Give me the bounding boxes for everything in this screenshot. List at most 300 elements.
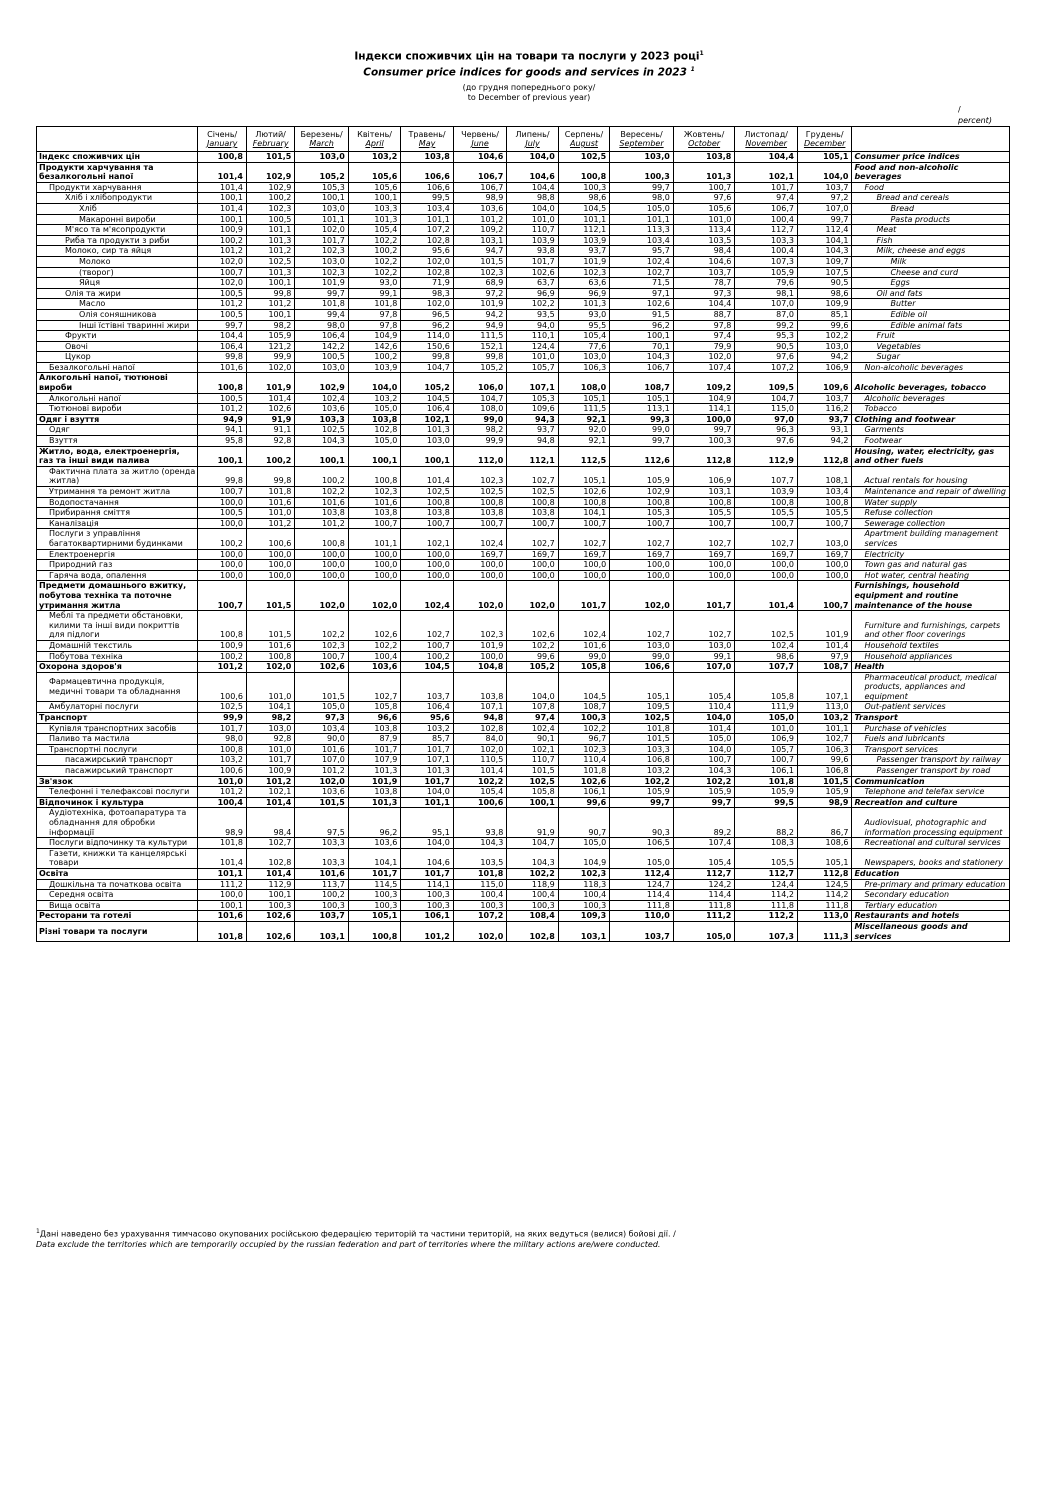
value-cell: 102,7 bbox=[558, 529, 609, 549]
value-cell: 97,8 bbox=[348, 320, 400, 331]
value-cell: 115,0 bbox=[453, 879, 506, 890]
value-cell: 106,6 bbox=[610, 662, 674, 673]
value-cell: 105,0 bbox=[735, 713, 798, 724]
value-cell: 63,7 bbox=[507, 278, 558, 289]
value-cell: 102,2 bbox=[348, 235, 400, 246]
value-cell: 124,7 bbox=[610, 879, 674, 890]
value-cell: 104,5 bbox=[558, 203, 609, 214]
value-cell: 100,8 bbox=[198, 744, 246, 755]
table-row bbox=[37, 331, 1010, 342]
value-cell: 97,0 bbox=[735, 414, 798, 425]
value-cell: 103,8 bbox=[401, 508, 453, 519]
value-cell: 95,6 bbox=[401, 713, 453, 724]
row-label-ua: Фармацевтична продукція, медичні товари та обладнання bbox=[37, 672, 198, 702]
value-cell: 114,1 bbox=[401, 879, 453, 890]
value-cell: 107,0 bbox=[295, 755, 348, 766]
value-cell: 102,9 bbox=[246, 162, 294, 182]
row-label-en: Consumer price indices bbox=[852, 152, 1010, 163]
value-cell: 103,0 bbox=[295, 256, 348, 267]
value-cell: 102,4 bbox=[610, 256, 674, 267]
row-label-en: Maintenance and repair of dwelling bbox=[852, 487, 1010, 498]
row-label-en: Passenger transport by railway bbox=[852, 755, 1010, 766]
value-cell: 100,8 bbox=[348, 466, 400, 486]
value-cell: 100,8 bbox=[401, 497, 453, 508]
table-row bbox=[37, 787, 1010, 798]
row-label-en: Pharmaceutical product, medical products, appliances and equipment bbox=[852, 672, 1010, 702]
row-label-en: Electricity bbox=[852, 549, 1010, 560]
value-cell: 105,5 bbox=[797, 508, 852, 519]
value-cell: 103,2 bbox=[610, 766, 674, 777]
value-cell: 169,7 bbox=[797, 549, 852, 560]
value-cell: 106,0 bbox=[453, 373, 506, 393]
value-cell: 101,5 bbox=[507, 766, 558, 777]
value-cell: 102,7 bbox=[610, 529, 674, 549]
value-cell: 104,6 bbox=[401, 848, 453, 868]
value-cell: 100,0 bbox=[401, 549, 453, 560]
value-cell: 97,5 bbox=[295, 808, 348, 838]
value-cell: 99,9 bbox=[246, 352, 294, 363]
value-cell: 99,8 bbox=[453, 352, 506, 363]
value-cell: 98,6 bbox=[558, 193, 609, 204]
value-cell: 101,0 bbox=[198, 776, 246, 787]
value-cell: 101,7 bbox=[198, 723, 246, 734]
row-label-ua: Овочі bbox=[37, 341, 198, 352]
value-cell: 112,1 bbox=[507, 446, 558, 466]
value-cell: 103,6 bbox=[295, 404, 348, 415]
value-cell: 104,4 bbox=[198, 331, 246, 342]
value-cell: 102,3 bbox=[558, 267, 609, 278]
value-cell: 102,6 bbox=[558, 487, 609, 498]
value-cell: 99,5 bbox=[735, 797, 798, 808]
value-cell: 102,0 bbox=[295, 581, 348, 611]
value-cell: 101,1 bbox=[246, 225, 294, 236]
value-cell: 94,2 bbox=[797, 436, 852, 447]
row-label-ua: Вища освіта bbox=[37, 900, 198, 911]
row-label-ua: Одяг і взуття bbox=[37, 414, 198, 425]
row-label-ua: Дошкільна та початкова освіта bbox=[37, 879, 198, 890]
value-cell: 102,5 bbox=[735, 611, 798, 641]
value-cell: 100,1 bbox=[348, 193, 400, 204]
value-cell: 169,7 bbox=[673, 549, 735, 560]
value-cell: 104,4 bbox=[673, 299, 735, 310]
row-label-en: Town gas and natural gas bbox=[852, 560, 1010, 571]
value-cell: 109,2 bbox=[673, 373, 735, 393]
value-cell: 104,0 bbox=[507, 152, 558, 163]
value-cell: 93,7 bbox=[558, 246, 609, 257]
month-header: Лютий/ February bbox=[246, 127, 294, 152]
row-label-ua: Олія та жири bbox=[37, 288, 198, 299]
value-cell: 101,8 bbox=[295, 299, 348, 310]
row-label-ua: Каналізація bbox=[37, 518, 198, 529]
value-cell: 124,4 bbox=[735, 879, 798, 890]
value-cell: 103,8 bbox=[401, 152, 453, 163]
value-cell: 105,1 bbox=[610, 672, 674, 702]
value-cell: 102,6 bbox=[610, 299, 674, 310]
row-label-en: Tobacco bbox=[852, 404, 1010, 415]
value-cell: 106,4 bbox=[295, 331, 348, 342]
value-cell: 102,3 bbox=[453, 466, 506, 486]
value-cell: 111,9 bbox=[735, 702, 798, 713]
value-cell: 100,7 bbox=[610, 518, 674, 529]
value-cell: 105,0 bbox=[673, 734, 735, 745]
value-cell: 100,4 bbox=[198, 797, 246, 808]
value-cell: 96,9 bbox=[507, 288, 558, 299]
value-cell: 100,0 bbox=[797, 570, 852, 581]
value-cell: 101,0 bbox=[246, 744, 294, 755]
value-cell: 107,2 bbox=[401, 225, 453, 236]
value-cell: 101,2 bbox=[453, 214, 506, 225]
value-cell: 100,2 bbox=[198, 651, 246, 662]
value-cell: 96,7 bbox=[558, 734, 609, 745]
value-cell: 98,9 bbox=[797, 797, 852, 808]
value-cell: 78,7 bbox=[673, 278, 735, 289]
value-cell: 102,2 bbox=[507, 640, 558, 651]
value-cell: 102,6 bbox=[507, 267, 558, 278]
value-cell: 100,4 bbox=[348, 651, 400, 662]
value-cell: 100,8 bbox=[673, 497, 735, 508]
row-label-en: Garments bbox=[852, 425, 1010, 436]
table-row bbox=[37, 246, 1010, 257]
footnote-en: Data exclude the territories which are temporarily occupied by the russian federation and part of territories where the military actions are/were conducted. bbox=[36, 1240, 661, 1249]
value-cell: 100,3 bbox=[401, 900, 453, 911]
value-cell: 150,6 bbox=[401, 341, 453, 352]
value-cell: 103,6 bbox=[348, 838, 400, 849]
value-cell: 102,5 bbox=[610, 713, 674, 724]
value-cell: 112,9 bbox=[246, 879, 294, 890]
value-cell: 101,2 bbox=[198, 299, 246, 310]
value-cell: 99,0 bbox=[610, 425, 674, 436]
value-cell: 104,5 bbox=[558, 672, 609, 702]
row-label-ua: Інші їстівні тваринні жири bbox=[37, 320, 198, 331]
value-cell: 100,7 bbox=[348, 518, 400, 529]
value-cell: 100,4 bbox=[558, 890, 609, 901]
value-cell: 102,2 bbox=[348, 256, 400, 267]
value-cell: 101,6 bbox=[198, 911, 246, 922]
month-header: Листопад/ November bbox=[735, 127, 798, 152]
value-cell: 97,8 bbox=[348, 309, 400, 320]
value-cell: 100,7 bbox=[797, 581, 852, 611]
value-cell: 106,9 bbox=[673, 466, 735, 486]
value-cell: 98,6 bbox=[797, 288, 852, 299]
value-cell: 103,9 bbox=[507, 235, 558, 246]
value-cell: 100,8 bbox=[246, 651, 294, 662]
row-label-ua: Гаряча вода, опалення bbox=[37, 570, 198, 581]
value-cell: 98,2 bbox=[246, 713, 294, 724]
value-cell: 111,2 bbox=[198, 879, 246, 890]
table-row bbox=[37, 518, 1010, 529]
value-cell: 101,7 bbox=[401, 868, 453, 879]
row-label-ua: (творог) bbox=[37, 267, 198, 278]
value-cell: 103,9 bbox=[558, 235, 609, 246]
value-cell: 103,3 bbox=[735, 235, 798, 246]
value-cell: 87,9 bbox=[348, 734, 400, 745]
value-cell: 100,3 bbox=[246, 900, 294, 911]
value-cell: 109,5 bbox=[610, 702, 674, 713]
row-label-en: Bread bbox=[852, 203, 1010, 214]
value-cell: 102,7 bbox=[673, 529, 735, 549]
value-cell: 104,7 bbox=[453, 393, 506, 404]
month-header: Серпень/ August bbox=[558, 127, 609, 152]
value-cell: 85,1 bbox=[797, 309, 852, 320]
value-cell: 111,2 bbox=[673, 911, 735, 922]
value-cell: 101,1 bbox=[610, 214, 674, 225]
value-cell: 99,7 bbox=[610, 182, 674, 193]
row-label-en: Recreation and culture bbox=[852, 797, 1010, 808]
value-cell: 101,4 bbox=[453, 766, 506, 777]
value-cell: 107,4 bbox=[673, 362, 735, 373]
table-row bbox=[37, 487, 1010, 498]
value-cell: 105,6 bbox=[348, 162, 400, 182]
value-cell: 99,8 bbox=[401, 352, 453, 363]
value-cell: 102,2 bbox=[558, 723, 609, 734]
value-cell: 101,2 bbox=[295, 518, 348, 529]
value-cell: 103,3 bbox=[295, 414, 348, 425]
value-cell: 113,7 bbox=[295, 879, 348, 890]
value-cell: 95,6 bbox=[401, 246, 453, 257]
value-cell: 106,8 bbox=[610, 755, 674, 766]
table-row bbox=[37, 651, 1010, 662]
value-cell: 101,7 bbox=[507, 256, 558, 267]
value-cell: 111,8 bbox=[735, 900, 798, 911]
row-label-ua: Електроенергія bbox=[37, 549, 198, 560]
header-row bbox=[37, 127, 1010, 152]
month-header: Червень/ June bbox=[453, 127, 506, 152]
value-cell: 142,6 bbox=[348, 341, 400, 352]
value-cell: 103,4 bbox=[797, 487, 852, 498]
value-cell: 100,7 bbox=[558, 518, 609, 529]
row-label-en: Tertiary education bbox=[852, 900, 1010, 911]
value-cell: 100,0 bbox=[246, 570, 294, 581]
value-cell: 100,3 bbox=[401, 890, 453, 901]
value-cell: 101,5 bbox=[610, 734, 674, 745]
value-cell: 100,8 bbox=[558, 162, 609, 182]
value-cell: 102,2 bbox=[453, 776, 506, 787]
table-row bbox=[37, 570, 1010, 581]
value-cell: 105,9 bbox=[673, 787, 735, 798]
value-cell: 103,8 bbox=[348, 787, 400, 798]
value-cell: 100,1 bbox=[246, 309, 294, 320]
value-cell: 100,2 bbox=[348, 246, 400, 257]
value-cell: 101,7 bbox=[246, 755, 294, 766]
value-cell: 96,3 bbox=[735, 425, 798, 436]
value-cell: 93,0 bbox=[558, 309, 609, 320]
value-cell: 106,6 bbox=[401, 182, 453, 193]
value-cell: 101,2 bbox=[198, 662, 246, 673]
value-cell: 100,0 bbox=[507, 570, 558, 581]
value-cell: 169,7 bbox=[558, 549, 609, 560]
value-cell: 100,0 bbox=[673, 570, 735, 581]
value-cell: 101,3 bbox=[246, 235, 294, 246]
value-cell: 101,5 bbox=[246, 611, 294, 641]
value-cell: 95,5 bbox=[558, 320, 609, 331]
value-cell: 100,3 bbox=[610, 162, 674, 182]
value-cell: 105,4 bbox=[673, 848, 735, 868]
value-cell: 98,8 bbox=[507, 193, 558, 204]
value-cell: 100,0 bbox=[453, 560, 506, 571]
value-cell: 101,9 bbox=[558, 256, 609, 267]
month-header: Квітень/ April bbox=[348, 127, 400, 152]
value-cell: 103,5 bbox=[673, 235, 735, 246]
value-cell: 79,6 bbox=[735, 278, 798, 289]
value-cell: 102,2 bbox=[295, 487, 348, 498]
row-label-en: Miscellaneous goods and services bbox=[852, 921, 1010, 941]
value-cell: 94,1 bbox=[198, 425, 246, 436]
value-cell: 101,1 bbox=[401, 797, 453, 808]
value-cell: 105,2 bbox=[401, 373, 453, 393]
value-cell: 100,0 bbox=[198, 570, 246, 581]
row-label-en: Hot water, central heating bbox=[852, 570, 1010, 581]
row-label-en: Secondary education bbox=[852, 890, 1010, 901]
value-cell: 104,7 bbox=[507, 838, 558, 849]
row-label-ua: Продукти харчування bbox=[37, 182, 198, 193]
value-cell: 100,6 bbox=[453, 797, 506, 808]
value-cell: 101,4 bbox=[401, 466, 453, 486]
value-cell: 105,8 bbox=[735, 672, 798, 702]
value-cell: 101,8 bbox=[246, 487, 294, 498]
row-label-ua: Макаронні вироби bbox=[37, 214, 198, 225]
value-cell: 105,6 bbox=[673, 203, 735, 214]
value-cell: 101,2 bbox=[198, 246, 246, 257]
value-cell: 110,7 bbox=[507, 225, 558, 236]
value-cell: 98,0 bbox=[295, 320, 348, 331]
value-cell: 102,6 bbox=[246, 921, 294, 941]
value-cell: 104,0 bbox=[401, 787, 453, 798]
value-cell: 103,1 bbox=[295, 921, 348, 941]
value-cell: 105,9 bbox=[610, 466, 674, 486]
row-label-ua: Фактична плата за житло (оренда житла) bbox=[37, 466, 198, 486]
value-cell: 104,5 bbox=[401, 662, 453, 673]
row-label-ua: Хліб bbox=[37, 203, 198, 214]
value-cell: 101,0 bbox=[735, 723, 798, 734]
value-cell: 108,7 bbox=[558, 702, 609, 713]
value-cell: 105,0 bbox=[673, 921, 735, 941]
value-cell: 100,3 bbox=[295, 900, 348, 911]
table-row bbox=[37, 152, 1010, 163]
value-cell: 100,8 bbox=[797, 497, 852, 508]
value-cell: 109,6 bbox=[507, 404, 558, 415]
value-cell: 102,0 bbox=[453, 581, 506, 611]
month-header: Січень/ January bbox=[198, 127, 246, 152]
value-cell: 100,3 bbox=[348, 900, 400, 911]
value-cell: 101,3 bbox=[246, 267, 294, 278]
value-cell: 101,5 bbox=[453, 256, 506, 267]
row-label-en: Non-alcoholic beverages bbox=[852, 362, 1010, 373]
month-header: Грудень/ December bbox=[797, 127, 852, 152]
value-cell: 104,0 bbox=[401, 838, 453, 849]
value-cell: 101,7 bbox=[735, 182, 798, 193]
value-cell: 102,0 bbox=[295, 776, 348, 787]
value-cell: 100,4 bbox=[507, 890, 558, 901]
row-label-en: Sugar bbox=[852, 352, 1010, 363]
row-label-en: Sewerage collection bbox=[852, 518, 1010, 529]
table-row bbox=[37, 640, 1010, 651]
table-row bbox=[37, 309, 1010, 320]
value-cell: 100,2 bbox=[295, 466, 348, 486]
value-cell: 104,5 bbox=[401, 393, 453, 404]
value-cell: 102,7 bbox=[348, 672, 400, 702]
value-cell: 99,7 bbox=[295, 288, 348, 299]
value-cell: 102,5 bbox=[246, 256, 294, 267]
title-ua: Індекси споживчих цін на товари та послуги у 2023 році$^1$ bbox=[354, 50, 704, 63]
value-cell: 124,2 bbox=[673, 879, 735, 890]
value-cell: 114,5 bbox=[348, 879, 400, 890]
value-cell: 102,6 bbox=[246, 911, 294, 922]
value-cell: 100,0 bbox=[558, 570, 609, 581]
value-cell: 102,9 bbox=[295, 373, 348, 393]
row-label-ua: М'ясо та м'ясопродукти bbox=[37, 225, 198, 236]
value-cell: 99,7 bbox=[673, 425, 735, 436]
value-cell: 100,0 bbox=[198, 560, 246, 571]
value-cell: 121,2 bbox=[246, 341, 294, 352]
value-cell: 99,7 bbox=[610, 797, 674, 808]
table-row bbox=[37, 320, 1010, 331]
value-cell: 108,0 bbox=[558, 373, 609, 393]
value-cell: 107,8 bbox=[507, 702, 558, 713]
value-cell: 102,7 bbox=[610, 267, 674, 278]
value-cell: 92,0 bbox=[558, 425, 609, 436]
value-cell: 104,9 bbox=[558, 848, 609, 868]
value-cell: 105,4 bbox=[558, 331, 609, 342]
value-cell: 102,3 bbox=[558, 868, 609, 879]
value-cell: 103,3 bbox=[295, 838, 348, 849]
value-cell: 88,7 bbox=[673, 309, 735, 320]
value-cell: 100,0 bbox=[558, 560, 609, 571]
value-cell: 105,1 bbox=[797, 848, 852, 868]
value-cell: 114,4 bbox=[610, 890, 674, 901]
row-label-en: Passenger transport by road bbox=[852, 766, 1010, 777]
value-cell: 95,8 bbox=[198, 436, 246, 447]
value-cell: 103,7 bbox=[401, 672, 453, 702]
row-label-ua: Природний газ bbox=[37, 560, 198, 571]
value-cell: 102,9 bbox=[246, 182, 294, 193]
table-row bbox=[37, 393, 1010, 404]
value-cell: 106,3 bbox=[797, 744, 852, 755]
value-cell: 99,6 bbox=[558, 797, 609, 808]
value-cell: 100,5 bbox=[198, 393, 246, 404]
value-cell: 103,0 bbox=[401, 436, 453, 447]
value-cell: 101,2 bbox=[246, 246, 294, 257]
table-row bbox=[37, 414, 1010, 425]
value-cell: 100,3 bbox=[453, 900, 506, 911]
value-cell: 100,1 bbox=[507, 797, 558, 808]
month-header: Травень/ May bbox=[401, 127, 453, 152]
row-label-en: Edible oil bbox=[852, 309, 1010, 320]
value-cell: 105,9 bbox=[246, 331, 294, 342]
row-label-en: Furniture and furnishings, carpets and other floor coverings bbox=[852, 611, 1010, 641]
row-label-en: Telephone and telefax service bbox=[852, 787, 1010, 798]
row-label-en: Out-patient services bbox=[852, 702, 1010, 713]
row-label-en: Purchase of vehicles bbox=[852, 723, 1010, 734]
value-cell: 102,2 bbox=[295, 611, 348, 641]
value-cell: 98,9 bbox=[198, 808, 246, 838]
value-cell: 96,5 bbox=[401, 309, 453, 320]
value-cell: 104,9 bbox=[673, 393, 735, 404]
row-label-ua: Одяг bbox=[37, 425, 198, 436]
value-cell: 71,9 bbox=[401, 278, 453, 289]
value-cell: 100,0 bbox=[198, 497, 246, 508]
value-cell: 104,8 bbox=[453, 662, 506, 673]
row-label-ua: Прибирання сміття bbox=[37, 508, 198, 519]
value-cell: 101,8 bbox=[558, 766, 609, 777]
value-cell: 103,3 bbox=[610, 744, 674, 755]
value-cell: 104,6 bbox=[453, 152, 506, 163]
value-cell: 103,2 bbox=[348, 393, 400, 404]
value-cell: 103,0 bbox=[295, 362, 348, 373]
value-cell: 105,2 bbox=[295, 162, 348, 182]
value-cell: 90,0 bbox=[295, 734, 348, 745]
table-row bbox=[37, 900, 1010, 911]
value-cell: 101,9 bbox=[797, 611, 852, 641]
